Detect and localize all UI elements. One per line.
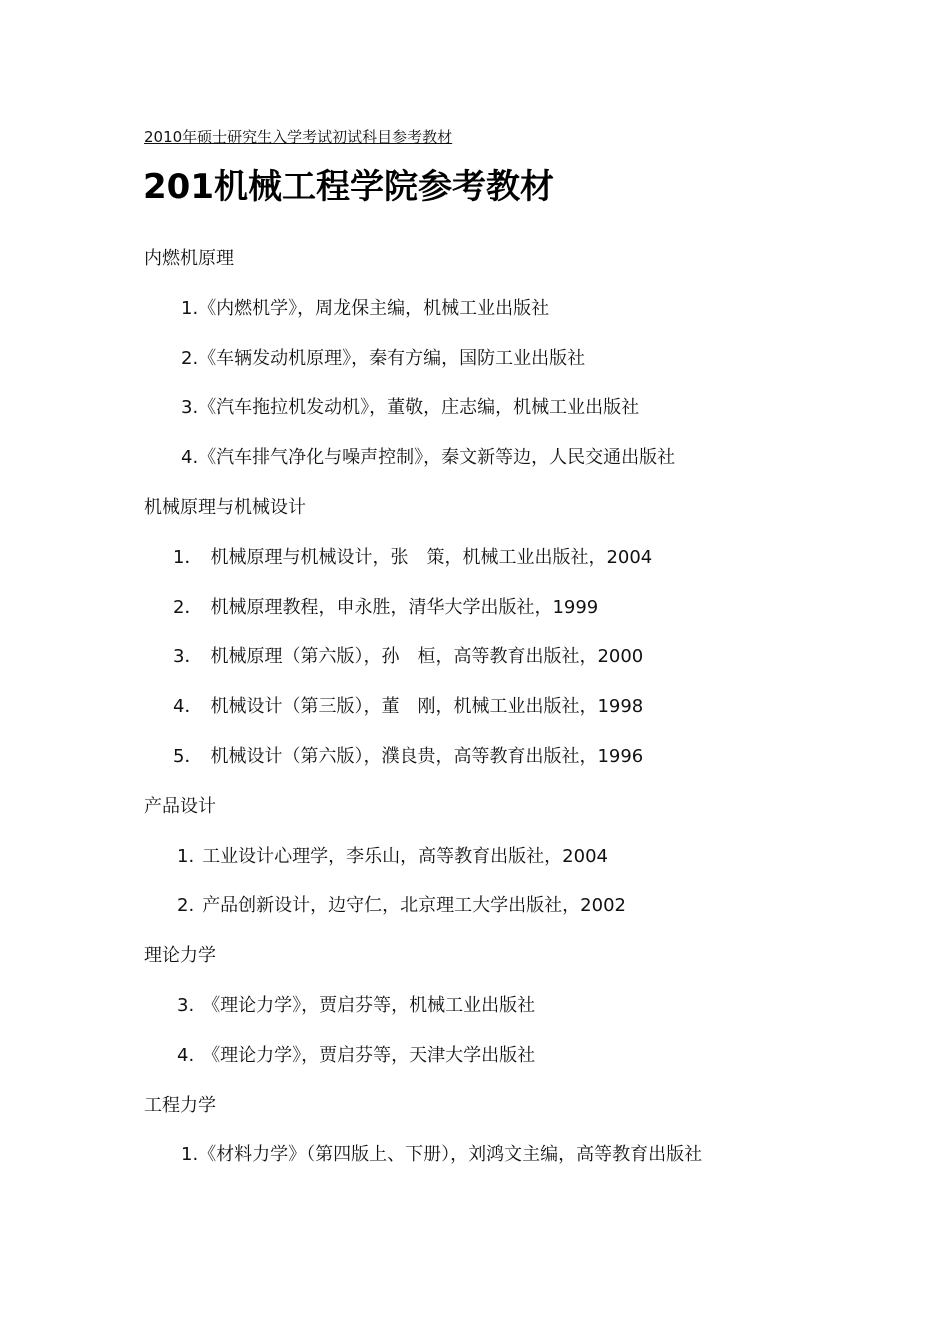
reference-list	[0, 244, 950, 1190]
section-heading: 产品设计	[144, 795, 216, 817]
item-text: 机械原理与机械设计，张 策，机械工业出版社，2004	[210, 546, 653, 568]
item-number: 5．	[173, 745, 203, 767]
item-number: 3.	[177, 994, 195, 1016]
list-item	[0, 642, 950, 692]
header-link[interactable]: 2010年硕士研究生入学考试初试科目参考教材	[144, 128, 453, 146]
item-number: 2.	[177, 895, 195, 917]
item-number: 1.	[177, 845, 195, 867]
item-text: 《汽车排气净化与噪声控制》，秦文新等边，人民交通出版社	[198, 447, 676, 469]
item-text: 产品创新设计，边守仁，北京理工大学出版社，2002	[202, 895, 626, 917]
item-text: 机械原理教程，申永胜，清华大学出版社，1999	[210, 596, 599, 618]
item-text: 《内燃机学》，周龙保主编，机械工业出版社	[198, 297, 550, 319]
list-item	[0, 891, 950, 941]
list-item	[0, 593, 950, 643]
item-text: 机械设计（第三版），董 刚，机械工业出版社，1998	[210, 696, 644, 718]
item-number: 1．	[173, 546, 203, 568]
item-text: 《车辆发动机原理》，秦有方编，国防工业出版社	[198, 347, 586, 369]
list-item	[0, 842, 950, 892]
item-number: 2．	[173, 596, 203, 618]
section-heading: 内燃机原理	[144, 248, 234, 269]
list-item	[0, 543, 950, 593]
item-number: 3.	[181, 397, 199, 419]
item-number: 1.	[181, 1144, 199, 1166]
list-item	[0, 294, 950, 344]
item-text: 机械原理（第六版），孙 桓，高等教育出版社，2000	[210, 646, 644, 668]
list-item	[0, 443, 950, 493]
section-heading: 工程力学	[144, 1094, 216, 1116]
item-number: 4.	[181, 447, 199, 469]
item-text: 工业设计心理学，李乐山，高等教育出版社，2004	[202, 845, 608, 867]
item-number: 2.	[181, 347, 199, 369]
list-item	[0, 1140, 950, 1190]
page-title: 201机械工程学院参考教材	[143, 167, 554, 207]
section-heading: 机械原理与机械设计	[144, 496, 306, 518]
item-text: 《理论力学》，贾启芬等，机械工业出版社	[202, 994, 536, 1016]
item-number: 3．	[173, 646, 203, 668]
list-item	[0, 1041, 950, 1091]
list-item	[0, 991, 950, 1041]
item-text: 《材料力学》（第四版上、下册），刘鸿文主编，高等教育出版社	[198, 1144, 703, 1166]
item-text: 机械设计（第六版），濮良贵，高等教育出版社，1996	[210, 745, 644, 767]
item-number: 1.	[181, 297, 199, 319]
list-item	[0, 692, 950, 742]
list-item	[0, 742, 950, 792]
item-number: 4.	[177, 1044, 195, 1066]
section-heading: 理论力学	[144, 945, 216, 967]
list-item	[0, 344, 950, 394]
item-number: 4．	[173, 696, 203, 718]
list-item	[0, 393, 950, 443]
item-text: 《汽车拖拉机发动机》，董敬，庄志编，机械工业出版社	[198, 397, 640, 419]
item-text: 《理论力学》，贾启芬等，天津大学出版社	[202, 1044, 536, 1066]
